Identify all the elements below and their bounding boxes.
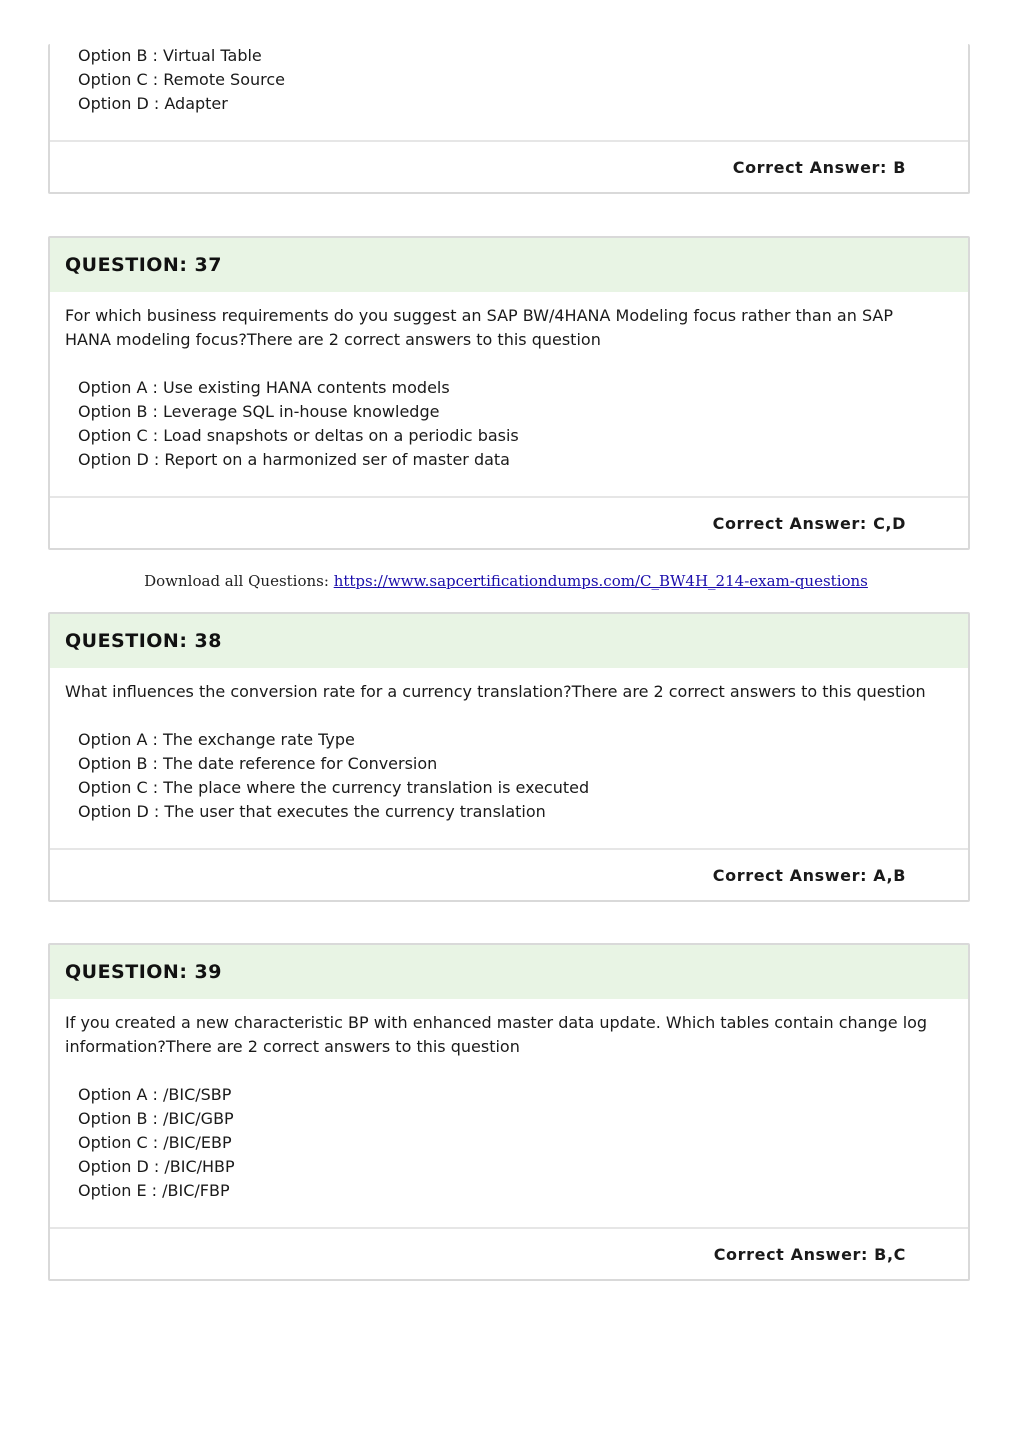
question-body	[50, 668, 968, 848]
option-item: Option C : /BIC/EBP	[78, 1133, 232, 1152]
option-item: Option D : Adapter	[78, 94, 228, 113]
correct-answer: Correct Answer: B	[50, 140, 968, 192]
option-item: Option B : Virtual Table	[78, 46, 262, 65]
option-item: Option C : The place where the currency translation is executed	[78, 778, 590, 797]
question-text: For which business requirements do you suggest an SAP BW/4HANA Modeling focus rather than an SAP HANA modeling focus?There are 2 correct answers to this question	[65, 306, 894, 349]
correct-answer: Correct Answer: B,C	[50, 1227, 968, 1279]
option-item: Option A : The exchange rate Type	[78, 730, 355, 749]
question-card-partial	[48, 44, 970, 194]
option-item: Option D : /BIC/HBP	[78, 1157, 235, 1176]
options-list	[65, 1083, 938, 1203]
options-list	[65, 44, 938, 116]
question-body	[50, 292, 968, 496]
question-body	[50, 44, 968, 140]
question-header: QUESTION: 39	[50, 945, 968, 999]
option-item: Option B : Leverage SQL in-house knowledge	[78, 402, 440, 421]
download-label: Download all Questions:	[144, 572, 334, 590]
question-card-38	[48, 612, 970, 902]
correct-answer: Correct Answer: C,D	[50, 496, 968, 548]
question-body	[50, 999, 968, 1227]
question-card-39	[48, 943, 970, 1281]
option-item: Option C : Load snapshots or deltas on a periodic basis	[78, 426, 519, 445]
question-header: QUESTION: 38	[50, 614, 968, 668]
download-line	[0, 572, 1012, 590]
option-item: Option B : The date reference for Conversion	[78, 754, 438, 773]
option-item: Option B : /BIC/GBP	[78, 1109, 234, 1128]
question-card-37	[48, 236, 970, 550]
question-text: What influences the conversion rate for a currency translation?There are 2 correct answers to this question	[65, 682, 926, 701]
download-link[interactable]: https://www.sapcertificationdumps.com/C_BW4H_214-exam-questions	[333, 572, 868, 590]
question-text: If you created a new characteristic BP with enhanced master data update. Which tables contain change log information?There are 2 correct answers to this question	[65, 1013, 928, 1056]
correct-answer: Correct Answer: A,B	[50, 848, 968, 900]
option-item: Option A : /BIC/SBP	[78, 1085, 232, 1104]
option-item: Option C : Remote Source	[78, 70, 285, 89]
question-header: QUESTION: 37	[50, 238, 968, 292]
options-list	[65, 728, 938, 824]
option-item: Option D : The user that executes the currency translation	[78, 802, 546, 821]
option-item: Option E : /BIC/FBP	[78, 1181, 230, 1200]
options-list	[65, 376, 938, 472]
option-item: Option A : Use existing HANA contents models	[78, 378, 450, 397]
option-item: Option D : Report on a harmonized ser of master data	[78, 450, 510, 469]
